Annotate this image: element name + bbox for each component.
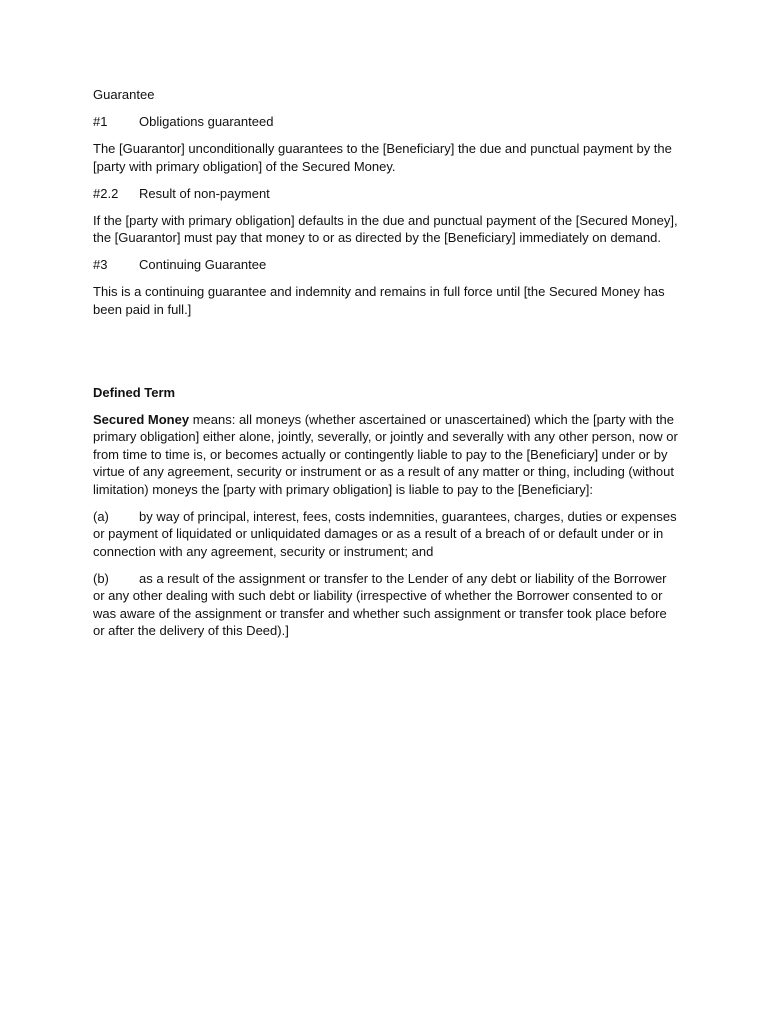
section-1-number: #1 [93, 114, 108, 129]
definition-item-b-text: as a result of the assignment or transfer to the Lender of any debt or liability of the Borrower or any other dealing with such debt or liability (irrespective of whether the Borrower consented to or was aware of the assignment or transfer and whether such assignment or transfer took place before or after the delivery of this Deed).] [93, 570, 667, 638]
section-3-title: Continuing Guarantee [139, 257, 267, 272]
definition-item-a [93, 508, 678, 561]
section-2-title: Result of non-payment [139, 185, 270, 201]
section-2-number: #2.2 [93, 185, 119, 201]
document-page [93, 86, 678, 649]
section-1-title: Obligations guaranteed [139, 114, 274, 129]
section-3-body: This is a continuing guarantee and indemnity and remains in full force until [the Secured Money has been paid in full.] [93, 284, 665, 317]
definition-item-b-label: (b) [93, 570, 109, 586]
defined-term-definition: means: all moneys (whether ascertained or unascertained) which the [party with the primary obligation] either alone, jointly, severally, or jointly and severally with any other person, now or from time to time is, or becomes actually or contingently liable to pay to the [Beneficiary] under or by virtue of any agreement, security or instrument or as a result of any matter or thing, including (without limitation) moneys the [party with primary obligation] is liable to pay to the [Beneficiary]: [93, 411, 678, 497]
defined-term-name: Secured Money [93, 411, 190, 427]
section-1-heading [93, 113, 678, 131]
document-title: Guarantee [93, 87, 155, 102]
section-3-number: #3 [93, 257, 108, 272]
defined-term-paragraph [93, 411, 678, 499]
section-1-body: The [Guarantor] unconditionally guarantees to the [Beneficiary] the due and punctual payment by the [party with primary obligation] of the Secured Money. [93, 141, 672, 174]
defined-term-heading: Defined Term [93, 384, 176, 400]
section-2-body: If the [party with primary obligation] defaults in the due and punctual payment of the [Secured Money], the [Guarantor] must pay that money to or as directed by the [Beneficiary] immediately on demand. [93, 212, 678, 245]
definition-item-a-label: (a) [93, 508, 109, 524]
section-3-heading [93, 256, 678, 274]
definition-item-b [93, 570, 678, 640]
blank-space [93, 328, 678, 384]
definition-item-a-text: by way of principal, interest, fees, costs indemnities, guarantees, charges, duties or expenses or payment of liquidated or unliquidated damages or as a result of a breach of or default under or in connection with any agreement, security or instrument; and [93, 508, 677, 559]
section-2-heading [93, 185, 678, 203]
